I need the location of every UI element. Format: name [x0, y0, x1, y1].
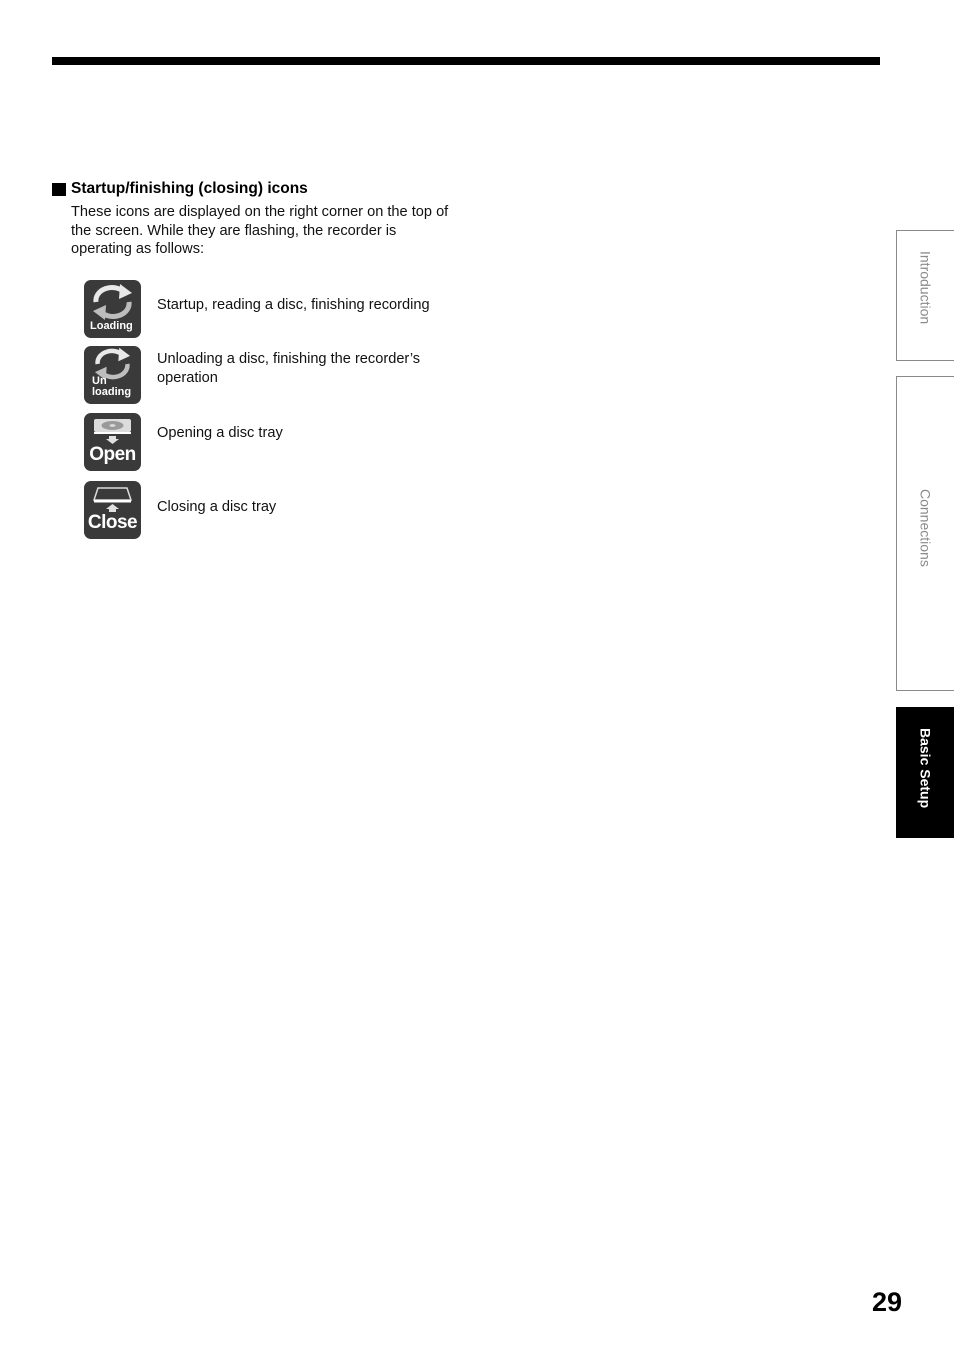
close-tray-icon: [84, 481, 141, 539]
refresh-arrows-icon: [84, 282, 141, 322]
side-tab-label: Introduction: [917, 251, 934, 325]
section-heading: [52, 180, 308, 198]
page-number: 29: [872, 1287, 903, 1317]
side-tab-introduction: [896, 230, 954, 361]
unloading-icon: [84, 346, 141, 404]
top-rule: [52, 57, 880, 65]
side-tab-connections: [896, 376, 954, 691]
icon-description: Closing a disc tray: [157, 499, 277, 515]
icon-description: Startup, reading a disc, finishing recording: [157, 297, 430, 313]
icon-label: Loading: [90, 320, 133, 332]
loading-icon: [84, 280, 141, 338]
icon-label: Close: [87, 512, 138, 533]
bullet-square-icon: [52, 183, 66, 196]
side-tab-label: Connections: [917, 489, 934, 567]
side-tab-label: Basic Setup: [917, 728, 934, 809]
open-tray-icon: [84, 413, 141, 471]
side-tab-basic-setup: [896, 707, 954, 838]
section-title: Startup/finishing (closing) icons: [71, 180, 308, 197]
icon-label-line1: Un: [92, 375, 107, 387]
icon-description: Opening a disc tray: [157, 425, 283, 441]
icon-label-line2: loading: [92, 386, 132, 398]
intro-paragraph: These icons are displayed on the right corner on the top of the screen. While they are flashing, the recorder is operating as follows:: [71, 204, 449, 257]
icon-description: Unloading a disc, finishing the recorder’s operation: [157, 351, 421, 386]
icon-label: Open: [89, 444, 136, 465]
